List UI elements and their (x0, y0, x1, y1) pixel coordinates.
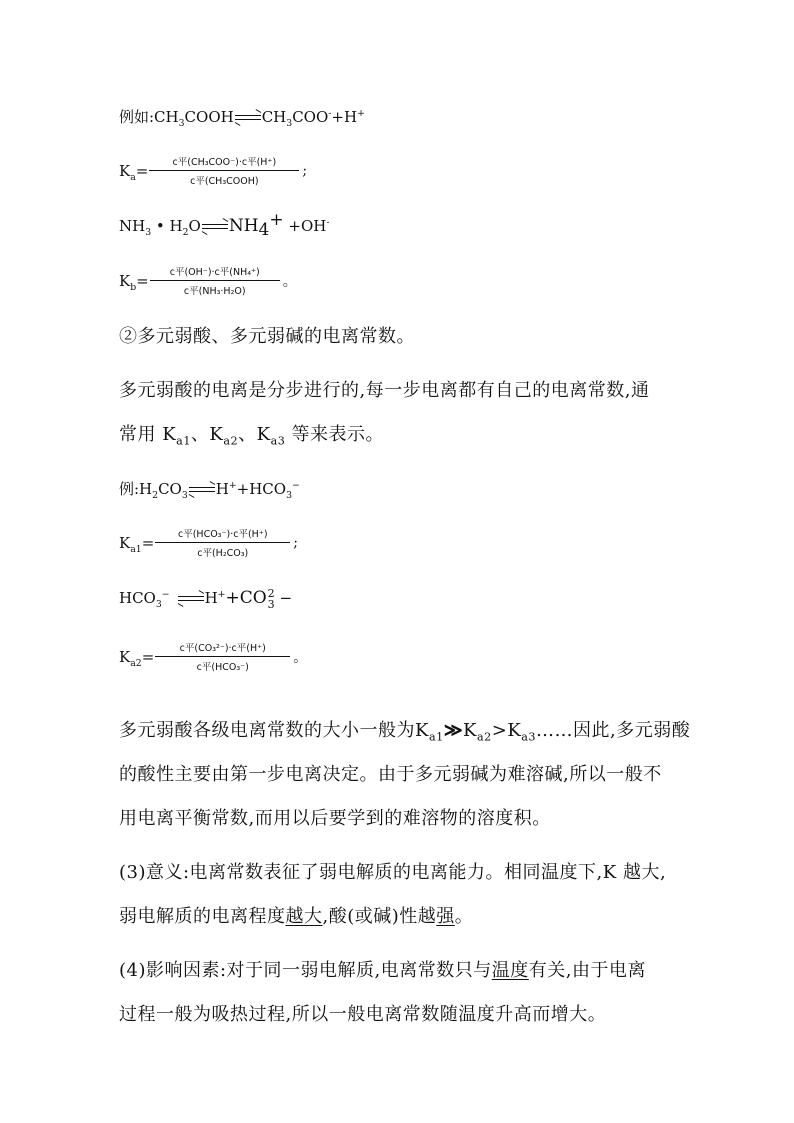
fraction-denominator: c平(HCO₃⁻) (196, 662, 249, 673)
underlined-answer: 越大 (285, 906, 323, 927)
equation-text: +H (331, 108, 358, 126)
ka1-label: $K_{a1}=$ (119, 533, 155, 555)
acetic-acid-ionization-equation (119, 108, 365, 129)
reversible-arrow-icon (202, 222, 228, 232)
paragraph-line: 弱电解质的电离程度越大,酸(或碱)性越强。 (119, 906, 474, 927)
subscript: 3 (286, 490, 293, 501)
subscript: 3 (286, 118, 293, 129)
reversible-arrow-icon (235, 113, 261, 123)
fraction-numerator: c平(CH₃COO⁻)·c平(H⁺) (172, 157, 277, 168)
equation-text: NH (228, 216, 259, 236)
equation-text: 例:H (119, 480, 153, 498)
reversible-arrow-icon (189, 485, 215, 495)
fraction-denominator: c平(H₂CO₃) (197, 548, 249, 559)
fraction-denominator: c平(CH₃COOH) (190, 176, 259, 187)
subscript: 2 (182, 227, 189, 238)
fraction-numerator: c平(OH⁻)·c平(NH₄⁺) (169, 267, 260, 278)
underlined-answer: 强 (436, 906, 455, 927)
paragraph-line: (4)影响因素:对于同一弱电解质,电离常数只与温度有关,由于电离 (119, 960, 647, 981)
paragraph-line: (3)意义:电离常数表征了弱电解质的电离能力。相同温度下,K 越大, (119, 862, 667, 883)
subscript: 3 (145, 227, 152, 238)
equation-text: H (215, 480, 229, 498)
underlined-answer: 温度 (491, 960, 529, 981)
fraction-numerator: c平(HCO₃⁻)·c平(H⁺) (178, 529, 268, 540)
ka2-fraction (155, 640, 290, 673)
equation-text: COO (292, 108, 329, 126)
subscript: 3 (181, 490, 188, 501)
subscript: 3 (178, 118, 185, 129)
section-heading-polyprotic: ②多元弱酸、多元弱碱的电离常数。 (119, 326, 415, 347)
equation-text: • H (151, 217, 183, 235)
punctuation: 。 (293, 649, 308, 666)
reversible-arrow-icon (178, 594, 204, 604)
paragraph-line: 多元弱酸的电离是分步进行的,每一步电离都有自己的电离常数,通 (119, 380, 650, 401)
paragraph-line: 常用 $K_{a1}$、$K_{a2}$、$K_{a3}$ 等来表示。 (119, 424, 385, 448)
kb-expression (119, 264, 297, 297)
equation-text: NH (119, 217, 146, 235)
ka-expression (119, 154, 307, 187)
ka1-fraction (155, 526, 290, 559)
equation-text: H (204, 589, 218, 607)
equation-text: +CO (225, 588, 267, 608)
fraction-denominator: c平(NH₃·H₂O) (183, 286, 246, 297)
carbonic-acid-first-ionization (119, 480, 300, 501)
bicarbonate-ionization-equation (119, 588, 292, 610)
ka1-expression (119, 526, 298, 559)
equation-text: O (188, 217, 201, 235)
kb-fraction (150, 264, 280, 297)
superscript: - (326, 217, 330, 228)
equation-text: − (274, 589, 293, 607)
paragraph-line: 的酸性主要由第一步电离决定。由于多元弱碱为难溶碱,所以一般不 (119, 764, 662, 785)
subscript: 2 (152, 490, 159, 501)
ka2-label: $K_{a2}=$ (119, 647, 155, 669)
punctuation: ; (302, 162, 308, 179)
superscript: + (357, 108, 365, 119)
subscript: 3 (155, 599, 162, 610)
superscript: − (161, 589, 170, 600)
sub-superscript-stack: 2 3 (267, 587, 275, 611)
fraction-numerator: c平(CO₃²⁻)·c平(H⁺) (179, 643, 266, 654)
superscript: + (217, 589, 226, 600)
punctuation: ; (293, 534, 298, 551)
paragraph-line: 多元弱酸各级电离常数的大小一般为$K_{a1}≫K_{a2}>K_{a3}\dots\dots$因此,多元弱酸 (119, 720, 691, 744)
paragraph-line: 过程一般为吸热过程,所以一般电离常数随温度升高而增大。 (119, 1004, 607, 1025)
equation-text: +HCO (236, 480, 287, 498)
ka-fraction (149, 154, 299, 187)
superscript: − (292, 480, 300, 491)
paragraph-line: 用电离平衡常数,而用以后要学到的难溶物的溶度积。 (119, 808, 551, 829)
superscript: - (328, 108, 332, 119)
equation-text: +OH (283, 217, 327, 235)
superscript: + (269, 210, 284, 230)
equation-text: 例如:CH (119, 108, 179, 126)
ammonia-ionization-equation (119, 210, 330, 240)
superscript: + (228, 480, 237, 491)
equation-text: CO (158, 480, 182, 498)
equation-text: HCO (119, 589, 156, 607)
subscript: 4 (258, 220, 270, 240)
ka-label: $K_a=$ (119, 161, 149, 183)
equation-text: CH (261, 108, 287, 126)
ka2-expression (119, 640, 307, 673)
kb-label: $K_b=$ (119, 271, 149, 293)
equation-text: COOH (184, 108, 234, 126)
punctuation: 。 (282, 273, 297, 290)
